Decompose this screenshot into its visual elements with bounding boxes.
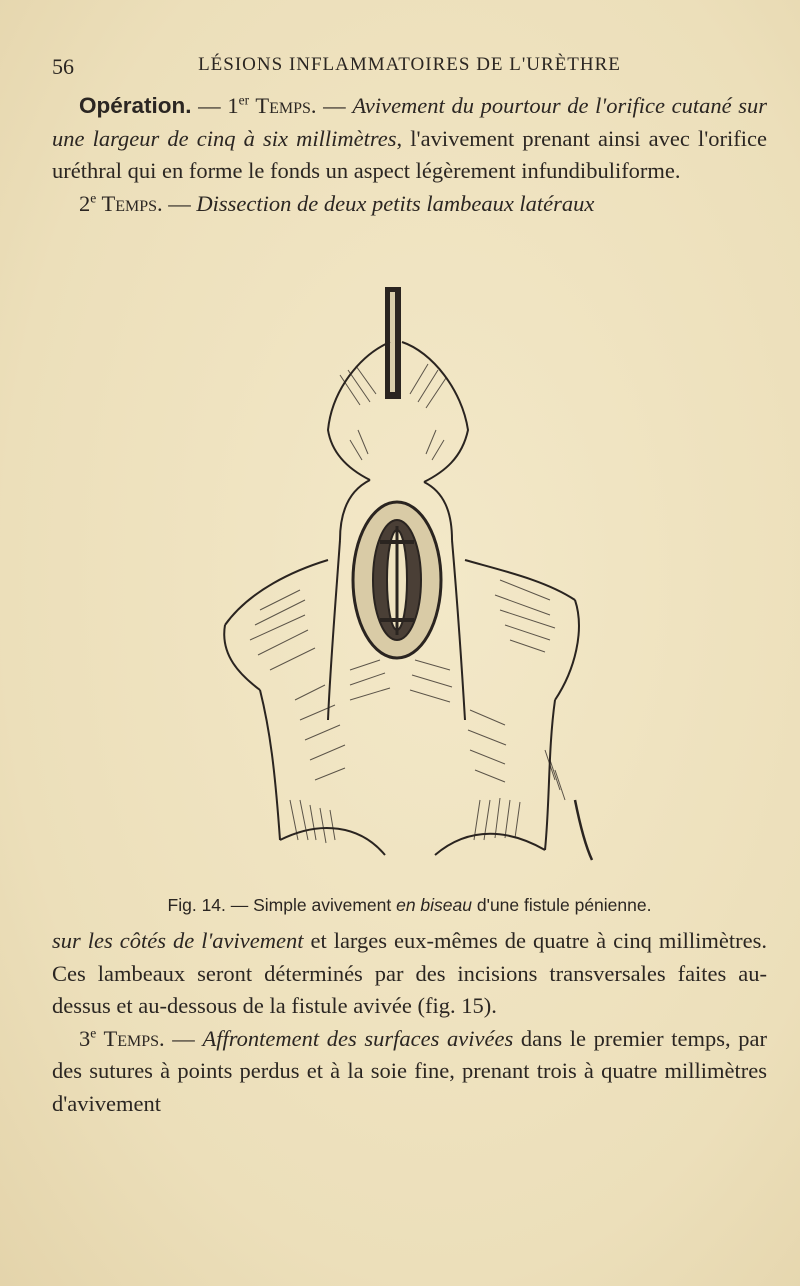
top-text-block xyxy=(52,90,767,220)
dash: — xyxy=(316,93,353,118)
page-header xyxy=(52,54,767,84)
operation-label: Opération. xyxy=(79,93,192,118)
step1-text: , l'avivement prenant ainsi avec l'orifice uréthral qui en forme le fonds un aspect légèrement infundibuliforme. xyxy=(52,125,767,183)
step2-title: Dissection de deux petits lambeaux latéraux xyxy=(196,190,595,216)
figure-caption xyxy=(52,895,767,916)
step2-continuation xyxy=(52,925,767,1023)
caption-text: Simple avivement xyxy=(253,895,397,915)
caption-italic: en biseau xyxy=(396,895,473,915)
step3-sup: e xyxy=(90,1025,97,1040)
figure-illustration xyxy=(200,280,600,880)
step1-label: Temps. xyxy=(249,93,317,118)
bottom-text-block xyxy=(52,925,767,1120)
step2-sup: e xyxy=(90,190,97,205)
running-title: LÉSIONS INFLAMMATOIRES DE L'URÈTHRE xyxy=(198,54,621,75)
operation-paragraph xyxy=(52,90,767,188)
step2-number: 2 xyxy=(79,190,91,216)
step1-sup: er xyxy=(238,92,250,108)
step3-text: dans le premier temps, par des sutures à points perdus et à la soie fine, prenant trois à quatre millimètres d'avivement xyxy=(52,1025,767,1116)
step3-paragraph xyxy=(52,1023,767,1121)
page-number: 56 xyxy=(52,54,74,79)
dash: — xyxy=(162,190,197,216)
step1-number: 1 xyxy=(227,93,239,118)
step3-label: Temps. xyxy=(96,1025,165,1051)
caption-text-end: d'une fistule pénienne. xyxy=(472,895,652,915)
step3-number: 3 xyxy=(79,1025,91,1051)
dash: — xyxy=(164,1025,203,1051)
step1-title: Avivement du pourtour de l'orifice cutané sur une largeur de cinq à six millimètres xyxy=(52,93,768,151)
caption-prefix: Fig. 14. — xyxy=(167,895,254,915)
step2-title-continued: sur les côtés de l'avivement xyxy=(52,928,304,953)
step2-text: et larges eux-mêmes de quatre à cinq millimètres. Ces lambeaux seront déterminés par des incisions transversales faites au-dessus et au-dessous de la fistule avivée (fig. 15). xyxy=(52,928,767,1018)
step2-label: Temps. xyxy=(96,190,163,216)
step2-heading xyxy=(52,188,767,221)
dash: — xyxy=(191,93,228,118)
engraving-icon xyxy=(200,280,600,880)
step3-title: Affrontement des surfaces avivées xyxy=(202,1025,514,1051)
